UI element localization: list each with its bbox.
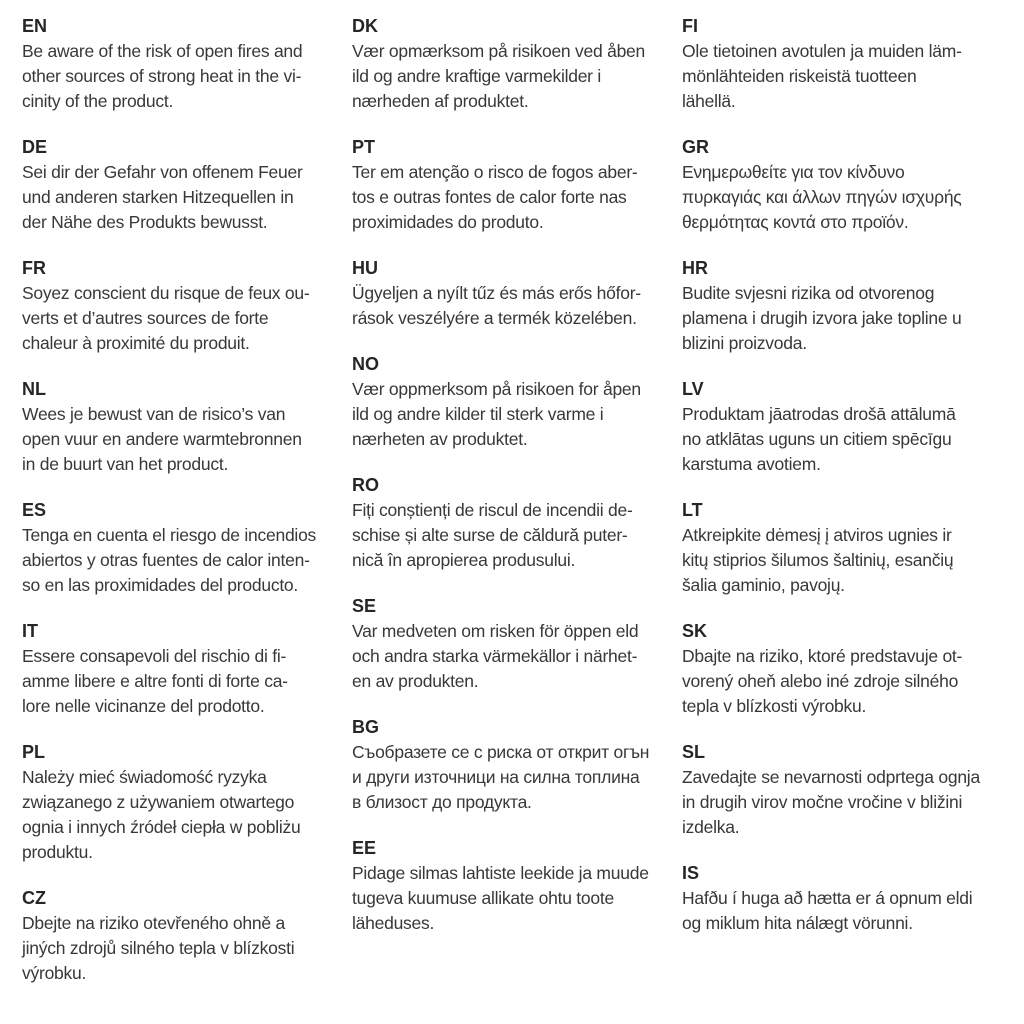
language-code-label: HR — [682, 258, 708, 278]
warning-text-line: kitų stiprios šilumos šaltinių, esančių — [682, 550, 954, 570]
language-code-label: LV — [682, 379, 704, 399]
warning-text-line: Produktam jāatrodas drošā attālumā — [682, 404, 956, 424]
warning-text-line: en av produkten. — [352, 671, 479, 691]
language-block-fr — [22, 256, 337, 356]
warning-text-line: Należy mieć świadomość ryzyka — [22, 767, 267, 787]
warning-text-line: der Nähe des Produkts bewusst. — [22, 212, 268, 232]
language-block-hu — [352, 256, 667, 331]
warning-text-line: produktu. — [22, 842, 93, 862]
warning-text-line: schise și alte surse de căldură puter- — [352, 525, 628, 545]
warning-text-line: ognia i innych źródeł ciepła w pobliżu — [22, 817, 301, 837]
warning-text-line: Soyez conscient du risque de feux ou- — [22, 283, 310, 303]
warning-column-middle — [352, 14, 667, 1007]
warning-text-line: ild og andre kraftige varmekilder i — [352, 66, 602, 86]
warning-text-line: výrobku. — [22, 963, 87, 983]
language-block-ro — [352, 473, 667, 573]
language-block-it — [22, 619, 337, 719]
warning-text-line: och andra starka värmekällor i närhet- — [352, 646, 638, 666]
warning-text-line: lähellä. — [682, 91, 736, 111]
warning-text-line: karstuma avotiem. — [682, 454, 821, 474]
language-code-label: SK — [682, 621, 708, 641]
language-code-label: LT — [682, 500, 703, 520]
language-code-label: IT — [22, 621, 38, 641]
language-code-label: EE — [352, 838, 377, 858]
language-block-pt — [352, 135, 667, 235]
warning-text-line: og miklum hita nálægt vörunni. — [682, 913, 913, 933]
language-block-bg — [352, 715, 667, 815]
warning-column-left — [22, 14, 337, 1007]
warning-text-line: Budite svjesni rizika od otvorenog — [682, 283, 935, 303]
warning-text-line: cinity of the product. — [22, 91, 174, 111]
language-block-gr — [682, 135, 997, 235]
language-code-label: NO — [352, 354, 379, 374]
warning-text-line: open vuur en andere warmtebronnen — [22, 429, 302, 449]
warning-text-line: Pidage silmas lahtiste leekide ja muude — [352, 863, 649, 883]
warning-text-line: и други източници на силна топлина — [352, 767, 640, 787]
language-block-cz — [22, 886, 337, 986]
warning-text-line: lore nelle vicinanze del prodotto. — [22, 696, 265, 716]
language-code-label: FI — [682, 16, 698, 36]
warning-text-line: mönlähteiden riskeistä tuotteen — [682, 66, 917, 86]
language-block-en — [22, 14, 337, 114]
warning-text-line: tepla v blízkosti výrobku. — [682, 696, 867, 716]
warning-text-line: no atklātas uguns un citiem spēcīgu — [682, 429, 952, 449]
warning-text-line: verts et d’autres sources de forte — [22, 308, 269, 328]
language-code-label: ES — [22, 500, 47, 520]
language-block-lt — [682, 498, 997, 598]
language-block-pl — [22, 740, 337, 865]
language-code-label: BG — [352, 717, 379, 737]
warning-text-line: vorený oheň alebo iné zdroje silného — [682, 671, 959, 691]
warning-text-line: amme libere e altre fonti di forte ca- — [22, 671, 288, 691]
language-block-lv — [682, 377, 997, 477]
warning-text-line: Ter em atenção o risco de fogos aber- — [352, 162, 638, 182]
warning-text-line: plamena i drugih izvora jake topline u — [682, 308, 962, 328]
warning-text-line: läheduses. — [352, 913, 435, 933]
warning-text-line: Sei dir der Gefahr von offenem Feuer — [22, 162, 303, 182]
language-block-de — [22, 135, 337, 235]
language-code-label: PT — [352, 137, 376, 157]
language-block-nl — [22, 377, 337, 477]
warning-text-line: Atkreipkite dėmesį į atviros ugnies ir — [682, 525, 952, 545]
warning-text-line: ild og andre kilder til sterk varme i — [352, 404, 604, 424]
warning-column-right — [682, 14, 997, 1007]
warning-text-line: nică în apropierea produsului. — [352, 550, 576, 570]
warning-text-line: Zavedajte se nevarnosti odprtega ognja — [682, 767, 980, 787]
language-block-dk — [352, 14, 667, 114]
language-block-ee — [352, 836, 667, 936]
warning-text-line: Vær oppmerksom på risikoen for åpen — [352, 379, 641, 399]
language-block-sk — [682, 619, 997, 719]
warning-text-line: jiných zdrojů silného tepla v blízkosti — [22, 938, 295, 958]
warning-text-line: other sources of strong heat in the vi- — [22, 66, 302, 86]
warning-text-line: tos e outras fontes de calor forte nas — [352, 187, 627, 207]
language-block-is — [682, 861, 997, 936]
language-block-hr — [682, 256, 997, 356]
warning-text-line: Dbejte na riziko otevřeného ohně a — [22, 913, 285, 933]
warning-text-line: chaleur à proximité du produit. — [22, 333, 250, 353]
language-code-label: RO — [352, 475, 379, 495]
warning-text-line: Dbajte na riziko, ktoré predstavuje ot- — [682, 646, 963, 666]
warning-text-line: Ενημερωθείτε για τον κίνδυνο — [682, 162, 905, 182]
language-code-label: SE — [352, 596, 377, 616]
warning-text-line: θερμότητας κοντά στο προϊόν. — [682, 212, 909, 232]
warning-text-line: und anderen starken Hitzequellen in — [22, 187, 294, 207]
warning-text-line: nærheten av produktet. — [352, 429, 528, 449]
warning-text-line: Hafðu í huga að hætta er á opnum eldi — [682, 888, 973, 908]
language-code-label: IS — [682, 863, 700, 883]
warning-text-line: Be aware of the risk of open fires and — [22, 41, 303, 61]
language-code-label: CZ — [22, 888, 46, 908]
warning-text-line: izdelka. — [682, 817, 740, 837]
language-block-fi — [682, 14, 997, 114]
warning-text-line: proximidades do produto. — [352, 212, 544, 232]
language-block-se — [352, 594, 667, 694]
language-code-label: EN — [22, 16, 48, 36]
warning-text-line: Tenga en cuenta el riesgo de incendios — [22, 525, 317, 545]
warning-text-line: Ole tietoinen avotulen ja muiden läm- — [682, 41, 962, 61]
warning-text-line: Съобразете се с риска от открит огън — [352, 742, 650, 762]
warning-text-line: Essere consapevoli del rischio di fi- — [22, 646, 287, 666]
language-code-label: HU — [352, 258, 378, 278]
language-code-label: SL — [682, 742, 706, 762]
warning-text-line: Vær opmærksom på risikoen ved åben — [352, 41, 646, 61]
language-block-no — [352, 352, 667, 452]
language-code-label: DK — [352, 16, 378, 36]
warning-text-line: Ügyeljen a nyílt tűz és más erős hőfor- — [352, 283, 641, 303]
language-code-label: NL — [22, 379, 46, 399]
language-block-es — [22, 498, 337, 598]
warning-text-line: so en las proximidades del producto. — [22, 575, 299, 595]
warning-text-line: tugeva kuumuse allikate ohtu toote — [352, 888, 614, 908]
warning-text-line: в близост до продукта. — [352, 792, 532, 812]
warning-text-line: Var medveten om risken för öppen eld — [352, 621, 639, 641]
warning-text-line: nærheden af produktet. — [352, 91, 529, 111]
language-block-sl — [682, 740, 997, 840]
warning-text-line: Wees je bewust van de risico’s van — [22, 404, 286, 424]
warning-text-line: in de buurt van het product. — [22, 454, 229, 474]
warning-text-line: Fiți conștienți de riscul de incendii de- — [352, 500, 633, 520]
warning-text-line: πυρκαγιάς και άλλων πηγών ισχυρής — [682, 187, 962, 207]
warning-text-line: šalia gaminio, pavojų. — [682, 575, 845, 595]
warning-text-line: rások veszélyére a termék közelében. — [352, 308, 637, 328]
language-code-label: DE — [22, 137, 48, 157]
language-code-label: GR — [682, 137, 709, 157]
warning-text-line: in drugih virov močne vročine v bližini — [682, 792, 963, 812]
warning-text-line: związanego z używaniem otwartego — [22, 792, 295, 812]
warning-text-line: abiertos y otras fuentes de calor inten- — [22, 550, 310, 570]
language-code-label: PL — [22, 742, 46, 762]
language-code-label: FR — [22, 258, 46, 278]
warning-text-line: blizini proizvoda. — [682, 333, 807, 353]
